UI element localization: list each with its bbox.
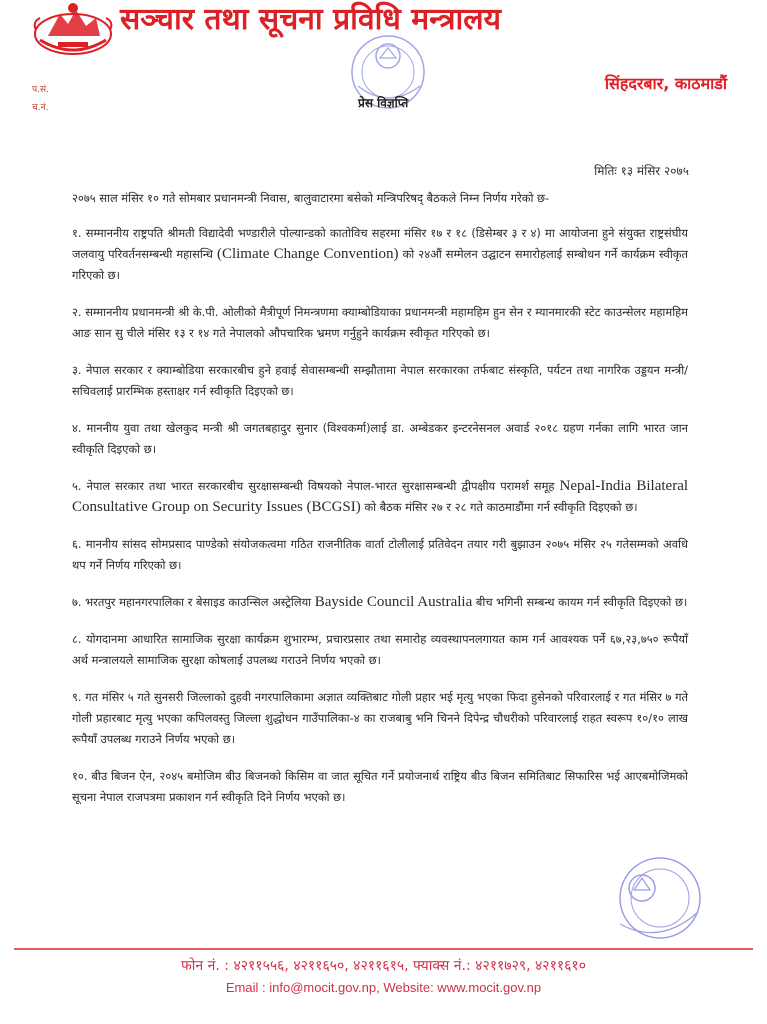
decision-item-6: ६. माननीय सांसद सोमप्रसाद पाण्डेको संयोजकत्वमा गठित राजनीतिक वार्ता टोलीलाई प्रतिवेदन तयार गरी बुझाउन २०७५ मंसिर २५ गतेसम्मको अवधि थप गर्ने निर्णय गरिएको छ।: [72, 537, 688, 572]
decision-item-3: ३. नेपाल सरकार र क्याम्बोडिया सरकारबीच हुने हवाई सेवासम्बन्धी सम्झौतामा नेपाल सरकारका तर्फबाट संस्कृति, पर्यटन तथा नागरिक उड्डयन मन्त्री/सचिवलाई प्रारम्भिक हस्ताक्षर गर्न स्वीकृति दिइएको छ।: [72, 363, 688, 398]
decision-item-1: १. सम्माननीय राष्ट्रपति श्रीमती विद्यादेवी भण्डारीले पोल्यान्डको कातोविच सहरमा मंसिर १७ र १८ (डिसेम्बर ३ र ४) मा आयोजना हुने संयुक्त राष्ट्रसंघीय जलवायु परिवर्तनसम्बन्धी महासन्धि (Climate Change Convention) को २४औं सम्मेलन उद्घाटन समारोहलाई सम्बोधन गर्ने कार्यक्रम स्वीकृत गरिएको छ।: [72, 226, 689, 282]
nepal-emblem-logo: [30, 0, 116, 58]
decision-item-10: १०. बीउ बिजन ऐन, २०४५ बमोजिम बीउ बिजनको किसिम वा जात सूचित गर्ने प्रयोजनार्थ राष्ट्रिय बीउ बिजन समितिबाट सिफारिस भई आएबमोजिमको सूचना नेपाल राजपत्रमा प्रकाशन गर्न स्वीकृति दिने निर्णय भएको छ।: [72, 769, 688, 804]
ministry-seal-stamp-bottom: [590, 850, 710, 950]
office-location: सिंहदरबार, काठमाडौं: [604, 74, 727, 93]
decision-item-4: ४. माननीय युवा तथा खेलकुद मन्त्री श्री जगतबहादुर सुनार (विश्वकर्मा)लाई डा. अम्बेडकर इन्टरनेसनल अवार्ड २०१८ ग्रहण गर्नका लागि भारत जान स्वीकृति दिइएको छ।: [72, 421, 688, 456]
decision-item-7: ७. भरतपुर महानगरपालिका र बेसाइड काउन्सिल अस्ट्रेलिया Bayside Council Australia बीच भगिनी सम्बन्ध कायम गर्न स्वीकृति दिइएको छ।: [72, 594, 688, 610]
decision-item-5: ५. नेपाल सरकार तथा भारत सरकारबीच सुरक्षासम्बन्धी विषयको नेपाल-भारत सुरक्षासम्बन्धी द्वीपक्षीय परामर्श समूह Nepal-India Bilateral Consultative Group on Security Issues (BCGSI) को बैठक मंसिर २७ र २८ गते काठमाडौंमा गर्न स्वीकृति दिइएको छ।: [72, 478, 689, 515]
document-type-heading: प्रेस विज्ञप्ति: [358, 96, 409, 110]
dispatch-number-label: च.नं.: [32, 103, 49, 113]
document-date: मितिः १३ मंसिर २०७५: [594, 164, 689, 178]
reference-number-label: प.सं.: [32, 85, 49, 95]
decision-item-9: ९. गत मंसिर ५ गते सुनसरी जिल्लाको दुहवी नगरपालिकामा अज्ञात व्यक्तिबाट गोली प्रहार भई मृत्यु भएका फिदा हुसेनको परिवारलाई र गत मंसिर ७ गते गोली प्रहारबाट मृत्यु भएका कपिलवस्तु जिल्ला शुद्धोधन गाउँपालिका-४ का राजबाबु भनि चिनने दिपेन्द्र चौधरीको परिवारलाई राहत स्वरूप १०/१० लाख रूपैयाँ उपलब्ध गराउने निर्णय भएको छ।: [72, 690, 688, 746]
decision-list: [72, 188, 688, 824]
footer-phone-fax: फोन नं. : ४२११५५६, ४२११६५०, ४२११६१५, फ्याक्स नं.: ४२११७२९, ४२११६१०: [180, 958, 586, 974]
footer-email-website: Email : info@mocit.gov.np, Website: www.mocit.gov.np: [225, 980, 542, 995]
decision-item-8: ८. योगदानमा आधारित सामाजिक सुरक्षा कार्यक्रम शुभारम्भ, प्रचारप्रसार तथा समारोह व्यवस्थापनलगायत काम गर्न आवश्यक पर्ने ६७,२३,७५० रूपैयाँ अर्थ मन्त्रालयले सामाजिक सुरक्षा कोषलाई उपलब्ध गराउने निर्णय भएको छ।: [72, 632, 688, 667]
ministry-title: सञ्चार तथा सूचना प्रविधि मन्त्रालय: [120, 2, 502, 37]
intro-paragraph: २०७५ साल मंसिर १० गते सोमबार प्रधानमन्त्री निवास, बालुवाटारमा बसेको मन्त्रिपरिषद् बैठकले निम्न निर्णय गरेको छ-: [72, 191, 550, 205]
footer-divider: [14, 948, 753, 950]
decision-item-2: २. सम्माननीय प्रधानमन्त्री श्री के.पी. ओलीको मैत्रीपूर्ण निमन्त्रणमा क्याम्बोडियाका प्रधानमन्त्री महामहिम हुन सेन र म्यानमारकी स्टेट काउन्सेलर महामहिम आङ सान सु चीले मंसिर १३ र १४ गते नेपालको औपचारिक भ्रमण गर्नुहुने कार्यक्रम स्वीकृत गरिएको छ।: [72, 305, 688, 340]
